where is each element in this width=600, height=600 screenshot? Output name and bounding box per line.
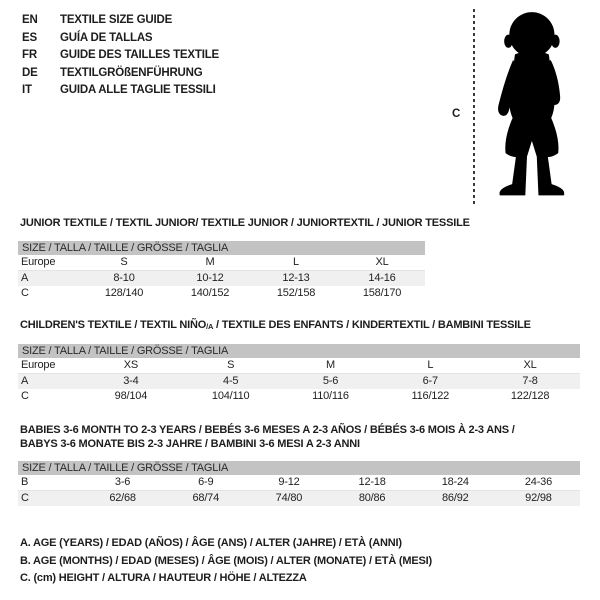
row-label: C bbox=[21, 287, 29, 299]
language-row-it bbox=[22, 82, 219, 100]
height-cell: 80/86 bbox=[358, 492, 386, 504]
height-cell: 158/170 bbox=[362, 287, 402, 299]
table-row-height bbox=[18, 491, 580, 506]
language-title: GUIDE DES TAILLES TEXTILE bbox=[60, 49, 219, 61]
height-cell: 86/92 bbox=[442, 492, 469, 504]
language-row-de bbox=[22, 65, 219, 83]
size-cell: XL bbox=[375, 256, 389, 268]
babies-heading-line2: BABYS 3-6 MONATE BIS 2-3 JAHRE / BAMBINI 3-6 MESI A 2-3 ANNI bbox=[20, 437, 360, 450]
junior-size-header-bar: SIZE / TALLA / TAILLE / GRÖSSE / TAGLIA bbox=[18, 241, 425, 255]
age-cell: 10-12 bbox=[196, 272, 224, 284]
language-row-fr bbox=[22, 47, 219, 65]
row-label: Europe bbox=[21, 256, 56, 268]
age-cell: 18-24 bbox=[441, 476, 469, 488]
age-cell: 8-10 bbox=[113, 272, 135, 284]
language-title: TEXTILGRÖßENFÜHRUNG bbox=[60, 66, 203, 79]
height-cell: 104/110 bbox=[211, 390, 250, 402]
note-b: B. AGE (MONTHS) / EDAD (MESES) / ÂGE (MOIS) / ALTER (MONATE) / ETÀ (MESI) bbox=[20, 554, 432, 567]
row-label: C bbox=[21, 492, 29, 504]
language-title: GUIDA ALLE TAGLIE TESSILI bbox=[60, 84, 216, 96]
size-cell: L bbox=[293, 256, 299, 268]
language-code: ES bbox=[22, 31, 37, 44]
language-title-list bbox=[22, 12, 219, 100]
height-cell: 152/158 bbox=[276, 287, 316, 299]
size-cell: L bbox=[427, 359, 434, 371]
language-code: DE bbox=[22, 66, 38, 79]
children-section-heading bbox=[20, 319, 531, 334]
size-cell: M bbox=[205, 256, 215, 268]
size-cell: XS bbox=[123, 359, 139, 371]
age-cell: 12-18 bbox=[358, 476, 386, 488]
row-label: Europe bbox=[21, 359, 56, 371]
age-cell: 12-13 bbox=[282, 272, 310, 284]
children-size-table bbox=[18, 344, 580, 404]
children-heading-subscript: /A bbox=[206, 322, 214, 331]
age-cell: 3-6 bbox=[114, 476, 131, 488]
height-cell: 110/116 bbox=[312, 390, 349, 402]
size-cell: S bbox=[120, 256, 128, 268]
age-cell: 7-8 bbox=[522, 375, 538, 387]
age-cell: 3-4 bbox=[123, 375, 139, 387]
age-cell: 6-7 bbox=[422, 375, 438, 387]
height-measure-label: C bbox=[452, 108, 461, 120]
age-cell: 6-9 bbox=[198, 476, 214, 488]
height-cell: 128/140 bbox=[104, 287, 144, 299]
language-title: TEXTILE SIZE GUIDE bbox=[60, 14, 173, 26]
children-heading-pre: CHILDREN'S TEXTILE / TEXTIL NIÑO bbox=[20, 319, 207, 331]
table-row-height bbox=[18, 389, 580, 404]
table-row-age bbox=[18, 271, 425, 286]
language-code: FR bbox=[22, 49, 37, 61]
height-cell: 122/128 bbox=[510, 390, 550, 402]
height-cell: 140/152 bbox=[190, 287, 230, 299]
language-row-en bbox=[22, 12, 219, 30]
table-row-europe bbox=[18, 255, 425, 271]
height-cell: 98/104 bbox=[114, 390, 148, 402]
baby-silhouette-icon bbox=[483, 9, 577, 207]
language-code: EN bbox=[22, 14, 38, 26]
junior-section-heading: JUNIOR TEXTILE / TEXTIL JUNIOR/ TEXTILE JUNIOR / JUNIORTEXTIL / JUNIOR TESSILE bbox=[20, 217, 470, 229]
table-row-age bbox=[18, 374, 580, 389]
height-cell: 62/68 bbox=[109, 492, 136, 504]
children-size-header-bar: SIZE / TALLA / TAILLE / GRÖSSE / TAGLIA bbox=[18, 344, 580, 358]
age-cell: 5-6 bbox=[322, 375, 339, 387]
language-code: IT bbox=[22, 84, 32, 96]
height-cell: 116/122 bbox=[411, 390, 450, 402]
age-cell: 9-12 bbox=[278, 476, 300, 488]
babies-size-table bbox=[18, 461, 580, 506]
row-label: A bbox=[21, 272, 29, 284]
legend-notes bbox=[20, 535, 432, 588]
row-label: C bbox=[21, 390, 29, 402]
table-row-age-months bbox=[18, 475, 580, 491]
height-cell: 92/98 bbox=[525, 492, 552, 504]
note-a: A. AGE (YEARS) / EDAD (AÑOS) / ÂGE (ANS) / ALTER (JAHRE) / ETÀ (ANNI) bbox=[20, 537, 402, 549]
junior-size-table bbox=[18, 241, 425, 301]
height-cell: 68/74 bbox=[192, 492, 220, 504]
age-cell: 14-16 bbox=[368, 272, 396, 284]
height-measure-dashed-line bbox=[473, 9, 475, 205]
height-cell: 74/80 bbox=[275, 492, 303, 504]
language-title: GUÍA DE TALLAS bbox=[60, 31, 153, 44]
babies-heading-line1: BABIES 3-6 MONTH TO 2-3 YEARS / BEBÉS 3-6 MESES A 2-3 AÑOS / BÉBÉS 3-6 MOIS À 2-3 ANS / bbox=[20, 424, 515, 436]
babies-size-header-bar: SIZE / TALLA / TAILLE / GRÖSSE / TAGLIA bbox=[18, 461, 580, 475]
children-heading-post: / TEXTILE DES ENFANTS / KINDERTEXTIL / BAMBINI TESSILE bbox=[213, 319, 531, 331]
size-cell: S bbox=[227, 359, 235, 371]
row-label: A bbox=[21, 375, 29, 387]
babies-section-heading bbox=[20, 424, 585, 451]
language-row-es bbox=[22, 30, 219, 48]
size-cell: M bbox=[326, 359, 335, 371]
row-label: B bbox=[21, 476, 29, 488]
table-row-europe bbox=[18, 358, 580, 374]
age-cell: 24-36 bbox=[524, 476, 553, 488]
note-c: C. (cm) HEIGHT / ALTURA / HAUTEUR / HÖHE / ALTEZZA bbox=[20, 572, 307, 584]
size-cell: XL bbox=[523, 359, 537, 371]
table-row-height bbox=[18, 286, 425, 301]
age-cell: 4-5 bbox=[223, 375, 239, 387]
